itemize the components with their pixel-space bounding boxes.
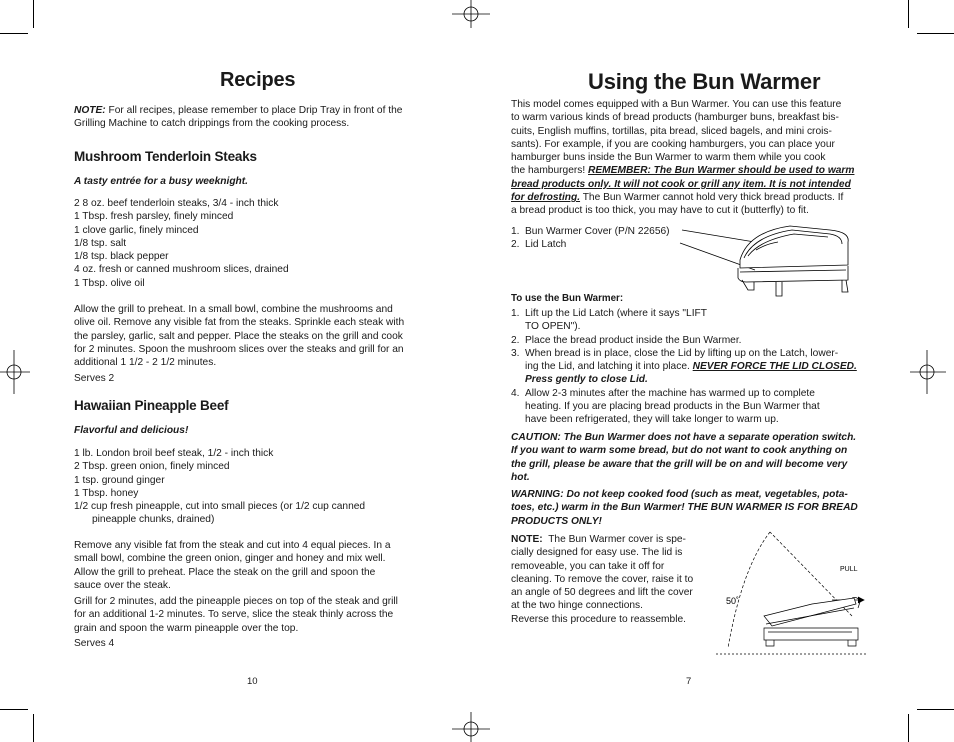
caution-line: If you want to warm some bread, but do not want to cook anything on [511,445,848,457]
intro-line: a bread product is too thick, you may have to cut it (butterfly) to fit. [511,205,809,217]
page-number: 7 [686,676,692,687]
page-number: 10 [247,676,258,687]
recipe-method [74,595,398,635]
ingredient: 2 8 oz. beef tenderloin steaks, 3/4 - inch thick [74,198,279,209]
step-warning: Press gently to close Lid. [525,374,648,386]
method-line: Remove any visible fat from the steak and cut into 4 equal pieces. In a [74,540,391,551]
method-line: for an additional 1-2 minutes. To serve, slice the steak thinly across the [74,609,394,621]
step-text: Lift up the Lid Latch (where it says "LIFT [525,308,707,319]
note-label: NOTE: [511,534,543,545]
ingredient: 1 tsp. ground ginger [74,474,165,486]
step-number: 1. [511,308,520,319]
part-number: 2. [511,239,520,251]
caution-line: hot. [511,471,530,483]
ingredient: 1 Tbsp. honey [74,487,139,499]
method-line: small bowl, combine the green onion, ginger and honey and mix well. [74,553,386,565]
intro-line: This model comes equipped with a Bun Warmer. You can use this feature [511,99,842,110]
remember-warning: for defrosting. [511,192,581,204]
recipe-serves: Serves 2 [74,373,115,384]
note-text: an angle of 50 degrees and lift the cover [511,587,693,599]
ingredient: 1 Tbsp. fresh parsley, finely minced [74,211,234,223]
remember-warning: bread products only. It will not cook or grill any item. It is not intended [511,178,851,190]
note-text: For all recipes, please remember to place Drip Tray in front of the [108,105,403,116]
caution-notice [511,431,856,484]
method-line: Grill for 2 minutes, add the pineapple pieces on top of the steak and grill [74,596,398,607]
steps-list [511,307,871,427]
page-title-recipes: Recipes [220,69,296,91]
method-line: Allow the grill to preheat. In a small bowl, combine the mushrooms and [74,304,393,315]
step-number: 4. [511,387,520,399]
step-text: When bread is in place, close the Lid by lifting up on the Latch, lower- [525,347,839,359]
section-heading: To use the Bun Warmer: [511,293,624,304]
step-number: 3. [511,347,520,359]
intro-paragraph [511,98,854,218]
ingredient: 1 clove garlic, finely minced [74,224,199,236]
step-text: heating. If you are placing bread products in the Bun Warmer that [525,401,820,413]
ingredient: 1/2 cup fresh pineapple, cut into small pieces (or 1/2 cup canned [74,501,366,513]
recipe-title-hawaiian: Hawaiian Pineapple Beef [74,398,229,413]
bun-warmer-illustration [670,210,860,310]
intro-line: hamburger buns inside the Bun Warmer to warm them while you cook [511,152,826,164]
note-label: NOTE: [74,105,106,116]
recipe-title-mushroom: Mushroom Tenderloin Steaks [74,149,257,164]
lid-angle-illustration [712,528,872,658]
ingredient: 1/8 tsp. black pepper [74,251,169,263]
recipe-method [74,303,404,369]
ingredient-list [74,197,289,290]
step-text: ing the Lid, and latching it into place. [525,361,690,373]
step-number: 2. [511,334,520,346]
note-text: cially designed for easy use. The lid is [511,547,683,559]
warning-line: toes, etc.) warm in the Bun Warmer! THE BUN WARMER IS FOR BREAD [511,502,858,514]
method-line: additional 1 1/2 - 2 1/2 minutes. [74,357,217,369]
page-title-bun-warmer: Using the Bun Warmer [588,69,821,94]
intro-line: cuits, English muffins, tortillas, pita bread, sliced bagels, and mini crois- [511,125,832,137]
warning-line: WARNING: Do not keep cooked food (such as meat, vegetables, pota- [511,489,848,500]
method-line: olive oil. Remove any visible fat from the steaks. Sprinkle each steak with [74,317,405,329]
intro-line: to warm various kinds of bread products (hamburger buns, breakfast bis- [511,112,839,124]
ingredient: pineapple chunks, drained) [92,514,215,526]
pull-label: PULL [840,566,858,573]
method-line: for 2 minutes. Spoon the mushroom slices over the steaks and grill for an [74,343,404,355]
parts-list [511,225,670,252]
cover-note [511,533,693,626]
ingredient: 1 Tbsp. olive oil [74,277,145,289]
ingredient: 1 lb. London broil beef steak, 1/2 - inch thick [74,448,274,459]
step-text: Place the bread product inside the Bun Warmer. [525,334,742,346]
recipe-tagline: A tasty entrée for a busy weeknight. [74,176,248,187]
method-line: the parsley, garlic, salt and pepper. Place the steaks on the grill and cook [74,330,403,342]
step-warning: NEVER FORCE THE LID CLOSED. [692,361,857,373]
caution-line: the grill, please be aware that the grill will be on and will become very [511,458,848,470]
recipe-serves: Serves 4 [74,638,115,649]
intro-text: the hamburgers! [511,165,586,177]
note-text: at the two hinge connections. [511,600,643,612]
remember-warning: REMEMBER: The Bun Warmer should be used to warm [588,165,855,177]
warning-line: PRODUCTS ONLY! [511,515,602,527]
recipe-method [74,539,391,592]
warning-notice [511,488,858,528]
note-text: Grilling Machine to catch drippings from the cooking process. [74,118,350,130]
intro-line: sants). For example, if you are cooking hamburgers, you can place your [511,138,835,150]
ingredient-list [74,447,365,527]
ingredient: 4 oz. fresh or canned mushroom slices, drained [74,264,289,276]
note-text: The Bun Warmer cover is spe- [548,534,686,545]
angle-label: 50˚ [726,596,740,606]
recipes-note [74,104,444,131]
caution-line: CAUTION: The Bun Warmer does not have a separate operation switch. [511,432,857,443]
note-text: Reverse this procedure to reassemble. [511,613,686,625]
ingredient: 1/8 tsp. salt [74,237,127,249]
ingredient: 2 Tbsp. green onion, finely minced [74,461,230,473]
note-text: cleaning. To remove the cover, raise it to [511,573,694,585]
step-text: TO OPEN"). [525,321,581,333]
intro-text: The Bun Warmer cannot hold very thick bread products. If [582,192,844,204]
method-line: sauce over the steak. [74,579,171,591]
method-line: Allow the grill to preheat. Place the steak on the grill and spoon the [74,566,376,578]
part-number: 1. [511,226,520,237]
method-line: grain and spoon the warm pineapple over the top. [74,622,299,634]
part-label: Lid Latch [525,239,567,251]
step-text: Allow 2-3 minutes after the machine has warmed up to complete [525,387,815,399]
recipe-tagline: Flavorful and delicious! [74,425,189,436]
step-text: have been refrigerated, they will take longer to warm up. [525,414,779,426]
part-label: Bun Warmer Cover (P/N 22656) [525,226,670,237]
note-text: removeable, you can take it off for [511,560,665,572]
